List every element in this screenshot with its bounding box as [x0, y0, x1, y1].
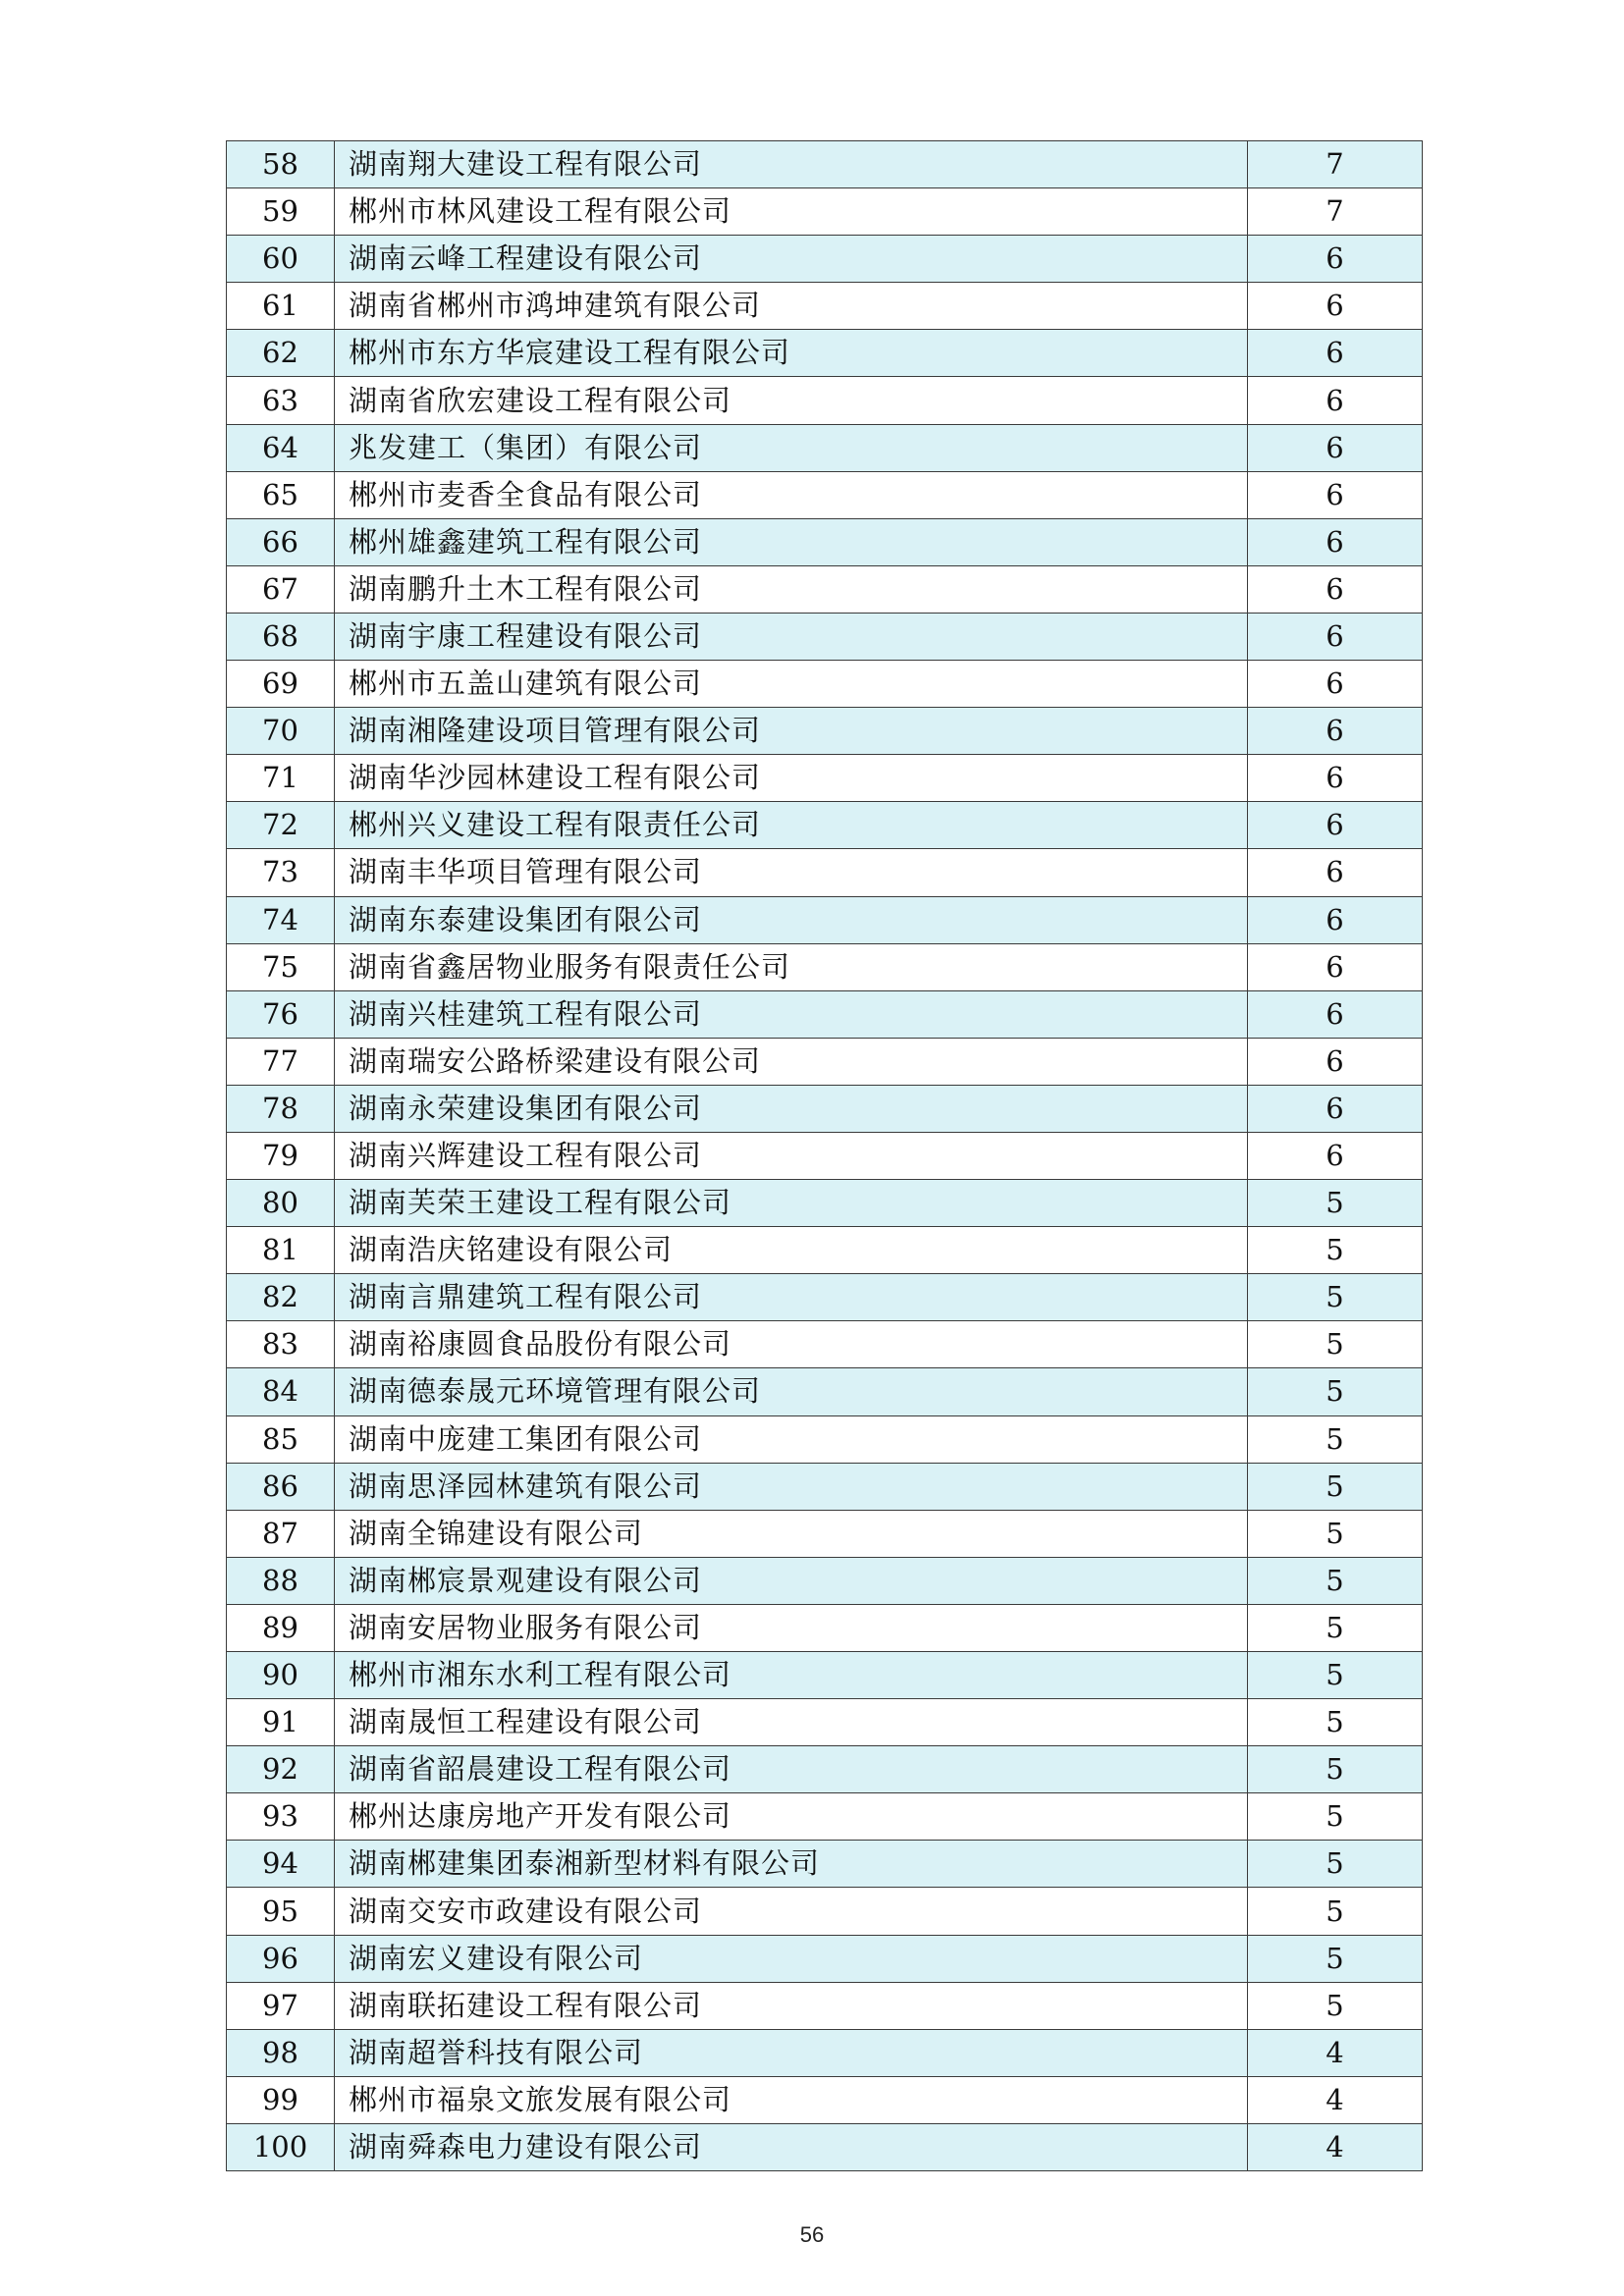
- rank-cell: 95: [227, 1888, 335, 1935]
- ranking-table: [226, 140, 1423, 2171]
- count-cell: 6: [1248, 802, 1423, 849]
- company-name-cell: 郴州市东方华宸建设工程有限公司: [335, 330, 1248, 377]
- rank-cell: 87: [227, 1510, 335, 1557]
- company-name-cell: 郴州市五盖山建筑有限公司: [335, 661, 1248, 708]
- table-row: [227, 1652, 1423, 1699]
- count-cell: 5: [1248, 1415, 1423, 1463]
- company-name-cell: 湖南省欣宏建设工程有限公司: [335, 377, 1248, 424]
- company-name-cell: 湖南云峰工程建设有限公司: [335, 236, 1248, 283]
- table-row: [227, 1368, 1423, 1415]
- count-cell: 6: [1248, 943, 1423, 990]
- table-row: [227, 661, 1423, 708]
- company-name-cell: 湖南中庞建工集团有限公司: [335, 1415, 1248, 1463]
- table-row: [227, 1604, 1423, 1651]
- count-cell: 6: [1248, 471, 1423, 518]
- table-row: [227, 1982, 1423, 2029]
- count-cell: 5: [1248, 1463, 1423, 1510]
- count-cell: 6: [1248, 1085, 1423, 1132]
- rank-cell: 88: [227, 1557, 335, 1604]
- count-cell: 5: [1248, 1746, 1423, 1793]
- company-name-cell: 湖南郴建集团泰湘新型材料有限公司: [335, 1841, 1248, 1888]
- table-row: [227, 802, 1423, 849]
- table-row: [227, 1510, 1423, 1557]
- rank-cell: 76: [227, 990, 335, 1038]
- table-row: [227, 1793, 1423, 1841]
- table-row: [227, 1085, 1423, 1132]
- count-cell: 4: [1248, 2076, 1423, 2123]
- table-row: [227, 2123, 1423, 2170]
- company-name-cell: 郴州市湘东水利工程有限公司: [335, 1652, 1248, 1699]
- table-row: [227, 943, 1423, 990]
- company-name-cell: 郴州市麦香全食品有限公司: [335, 471, 1248, 518]
- company-name-cell: 湖南省鑫居物业服务有限责任公司: [335, 943, 1248, 990]
- company-name-cell: 湖南瑞安公路桥梁建设有限公司: [335, 1038, 1248, 1085]
- table-row: [227, 2029, 1423, 2076]
- count-cell: 4: [1248, 2123, 1423, 2170]
- table-row: [227, 990, 1423, 1038]
- table-row: [227, 1699, 1423, 1746]
- rank-cell: 63: [227, 377, 335, 424]
- count-cell: 6: [1248, 330, 1423, 377]
- rank-cell: 73: [227, 849, 335, 896]
- rank-cell: 71: [227, 755, 335, 802]
- table-row: [227, 1746, 1423, 1793]
- table-row: [227, 1557, 1423, 1604]
- rank-cell: 99: [227, 2076, 335, 2123]
- count-cell: 6: [1248, 424, 1423, 471]
- count-cell: 5: [1248, 1699, 1423, 1746]
- count-cell: 5: [1248, 1227, 1423, 1274]
- count-cell: 4: [1248, 2029, 1423, 2076]
- rank-cell: 72: [227, 802, 335, 849]
- count-cell: 5: [1248, 1841, 1423, 1888]
- company-name-cell: 湖南宏义建设有限公司: [335, 1935, 1248, 1982]
- company-name-cell: 湖南郴宸景观建设有限公司: [335, 1557, 1248, 1604]
- count-cell: 5: [1248, 1274, 1423, 1321]
- rank-cell: 70: [227, 708, 335, 755]
- rank-cell: 97: [227, 1982, 335, 2029]
- count-cell: 7: [1248, 141, 1423, 188]
- count-cell: 6: [1248, 849, 1423, 896]
- table-row: [227, 896, 1423, 943]
- table-row: [227, 424, 1423, 471]
- company-name-cell: 湖南全锦建设有限公司: [335, 1510, 1248, 1557]
- company-name-cell: 湖南晟恒工程建设有限公司: [335, 1699, 1248, 1746]
- company-name-cell: 湖南德泰晟元环境管理有限公司: [335, 1368, 1248, 1415]
- table-row: [227, 755, 1423, 802]
- page-number: 56: [799, 2222, 825, 2247]
- company-name-cell: 湖南翔大建设工程有限公司: [335, 141, 1248, 188]
- company-name-cell: 湖南兴桂建筑工程有限公司: [335, 990, 1248, 1038]
- company-name-cell: 郴州兴义建设工程有限责任公司: [335, 802, 1248, 849]
- rank-cell: 85: [227, 1415, 335, 1463]
- company-name-cell: 湖南浩庆铭建设有限公司: [335, 1227, 1248, 1274]
- table-row: [227, 1321, 1423, 1368]
- count-cell: 6: [1248, 613, 1423, 660]
- count-cell: 5: [1248, 1557, 1423, 1604]
- table-row: [227, 1463, 1423, 1510]
- table-row: [227, 236, 1423, 283]
- count-cell: 6: [1248, 236, 1423, 283]
- company-name-cell: 湖南宇康工程建设有限公司: [335, 613, 1248, 660]
- rank-cell: 58: [227, 141, 335, 188]
- rank-cell: 94: [227, 1841, 335, 1888]
- table-row: [227, 1227, 1423, 1274]
- count-cell: 5: [1248, 1321, 1423, 1368]
- count-cell: 5: [1248, 1982, 1423, 2029]
- rank-cell: 74: [227, 896, 335, 943]
- company-name-cell: 湖南联拓建设工程有限公司: [335, 1982, 1248, 2029]
- rank-cell: 65: [227, 471, 335, 518]
- company-name-cell: 兆发建工（集团）有限公司: [335, 424, 1248, 471]
- count-cell: 6: [1248, 896, 1423, 943]
- table-row: [227, 330, 1423, 377]
- count-cell: 6: [1248, 518, 1423, 565]
- table-row: [227, 2076, 1423, 2123]
- count-cell: 6: [1248, 708, 1423, 755]
- company-name-cell: 郴州市福泉文旅发展有限公司: [335, 2076, 1248, 2123]
- table-body: [227, 141, 1423, 2171]
- table-row: [227, 1274, 1423, 1321]
- rank-cell: 61: [227, 283, 335, 330]
- count-cell: 5: [1248, 1652, 1423, 1699]
- count-cell: 6: [1248, 283, 1423, 330]
- rank-cell: 64: [227, 424, 335, 471]
- table-row: [227, 283, 1423, 330]
- company-name-cell: 湖南省韶晨建设工程有限公司: [335, 1746, 1248, 1793]
- rank-cell: 78: [227, 1085, 335, 1132]
- count-cell: 6: [1248, 661, 1423, 708]
- count-cell: 6: [1248, 1132, 1423, 1179]
- rank-cell: 100: [227, 2123, 335, 2170]
- table-row: [227, 1132, 1423, 1179]
- count-cell: 6: [1248, 990, 1423, 1038]
- table-row: [227, 1841, 1423, 1888]
- company-name-cell: 湖南交安市政建设有限公司: [335, 1888, 1248, 1935]
- rank-cell: 84: [227, 1368, 335, 1415]
- rank-cell: 77: [227, 1038, 335, 1085]
- rank-cell: 80: [227, 1180, 335, 1227]
- table-row: [227, 518, 1423, 565]
- table-row: [227, 471, 1423, 518]
- company-name-cell: 湖南舜森电力建设有限公司: [335, 2123, 1248, 2170]
- rank-cell: 90: [227, 1652, 335, 1699]
- count-cell: 6: [1248, 755, 1423, 802]
- rank-cell: 62: [227, 330, 335, 377]
- rank-cell: 82: [227, 1274, 335, 1321]
- count-cell: 5: [1248, 1180, 1423, 1227]
- rank-cell: 96: [227, 1935, 335, 1982]
- company-name-cell: 湖南湘隆建设项目管理有限公司: [335, 708, 1248, 755]
- rank-cell: 79: [227, 1132, 335, 1179]
- count-cell: 6: [1248, 377, 1423, 424]
- rank-cell: 69: [227, 661, 335, 708]
- rank-cell: 81: [227, 1227, 335, 1274]
- company-name-cell: 湖南安居物业服务有限公司: [335, 1604, 1248, 1651]
- count-cell: 7: [1248, 188, 1423, 236]
- company-name-cell: 郴州雄鑫建筑工程有限公司: [335, 518, 1248, 565]
- table-row: [227, 1038, 1423, 1085]
- company-name-cell: 湖南思泽园林建筑有限公司: [335, 1463, 1248, 1510]
- company-name-cell: 湖南省郴州市鸿坤建筑有限公司: [335, 283, 1248, 330]
- company-name-cell: 湖南鹏升土木工程有限公司: [335, 565, 1248, 613]
- table-row: [227, 1180, 1423, 1227]
- rank-cell: 91: [227, 1699, 335, 1746]
- count-cell: 5: [1248, 1510, 1423, 1557]
- count-cell: 6: [1248, 1038, 1423, 1085]
- table-row: [227, 1888, 1423, 1935]
- rank-cell: 60: [227, 236, 335, 283]
- count-cell: 6: [1248, 565, 1423, 613]
- company-name-cell: 湖南言鼎建筑工程有限公司: [335, 1274, 1248, 1321]
- rank-cell: 75: [227, 943, 335, 990]
- rank-cell: 68: [227, 613, 335, 660]
- rank-cell: 66: [227, 518, 335, 565]
- company-name-cell: 湖南东泰建设集团有限公司: [335, 896, 1248, 943]
- company-name-cell: 湖南兴辉建设工程有限公司: [335, 1132, 1248, 1179]
- count-cell: 5: [1248, 1935, 1423, 1982]
- table-row: [227, 708, 1423, 755]
- table-row: [227, 188, 1423, 236]
- company-name-cell: 湖南裕康圆食品股份有限公司: [335, 1321, 1248, 1368]
- count-cell: 5: [1248, 1888, 1423, 1935]
- company-name-cell: 湖南永荣建设集团有限公司: [335, 1085, 1248, 1132]
- count-cell: 5: [1248, 1368, 1423, 1415]
- rank-cell: 92: [227, 1746, 335, 1793]
- company-name-cell: 湖南超誉科技有限公司: [335, 2029, 1248, 2076]
- count-cell: 5: [1248, 1604, 1423, 1651]
- table-row: [227, 141, 1423, 188]
- company-name-cell: 湖南华沙园林建设工程有限公司: [335, 755, 1248, 802]
- table-row: [227, 565, 1423, 613]
- count-cell: 5: [1248, 1793, 1423, 1841]
- rank-cell: 59: [227, 188, 335, 236]
- rank-cell: 83: [227, 1321, 335, 1368]
- rank-cell: 67: [227, 565, 335, 613]
- table-row: [227, 1415, 1423, 1463]
- table-row: [227, 849, 1423, 896]
- rank-cell: 89: [227, 1604, 335, 1651]
- rank-cell: 86: [227, 1463, 335, 1510]
- table-row: [227, 1935, 1423, 1982]
- company-name-cell: 郴州达康房地产开发有限公司: [335, 1793, 1248, 1841]
- table-row: [227, 377, 1423, 424]
- rank-cell: 93: [227, 1793, 335, 1841]
- table-row: [227, 613, 1423, 660]
- company-name-cell: 郴州市林风建设工程有限公司: [335, 188, 1248, 236]
- company-name-cell: 湖南丰华项目管理有限公司: [335, 849, 1248, 896]
- rank-cell: 98: [227, 2029, 335, 2076]
- company-name-cell: 湖南芙荣王建设工程有限公司: [335, 1180, 1248, 1227]
